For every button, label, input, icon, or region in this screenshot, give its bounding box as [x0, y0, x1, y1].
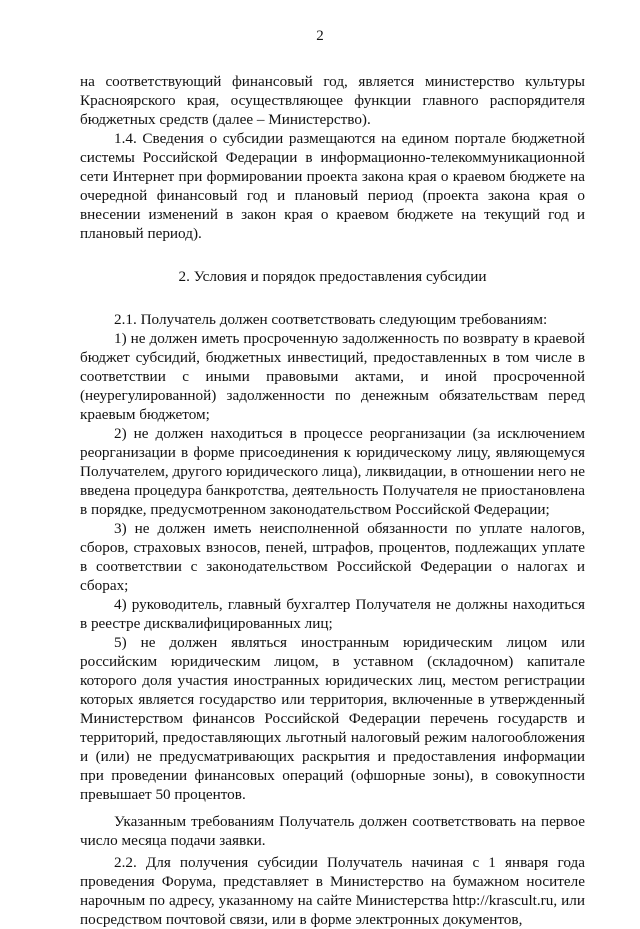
requirement-item-3: 3) не должен иметь неисполненной обязанности по уплате налогов, сборов, страховых взносов, пеней, штрафов, процентов, подлежащих уплате в соответствии с законодательством Российской Федерации о налогах и сборах;	[80, 520, 585, 594]
page-number: 2	[316, 28, 324, 44]
paragraph-2-1: 2.1. Получатель должен соответствовать следующим требованиям:	[114, 311, 548, 328]
requirement-item-1: 1) не должен иметь просроченную задолженность по возврату в краевой бюджет субсидий, бюджетных инвестиций, предоставленных в том числе в соответствии с иными правовыми актами, и иной просроченной (неурегулированной) задолженности по денежным обязательствам перед краевым бюджетом;	[80, 330, 585, 423]
paragraph-2-2: 2.2. Для получения субсидии Получатель начиная с 1 января года проведения Форума, представляет в Министерство на бумажном носителе нарочным по адресу, указанному на сайте Министерства http://krascult.ru, или посредством почтовой связи, или в форме электронных документов,	[80, 854, 585, 928]
requirement-item-2: 2) не должен находиться в процессе реорганизации (за исключением реорганизации в форме присоединения к юридическому лицу, являющемуся Получателем, другого юридического лица), ликвидации, в отношении него не введена процедура банкротства, деятельность Получателя не приостановлена в порядке, предусмотренном законодательством Российской Федерации;	[80, 425, 585, 518]
document-body	[80, 72, 585, 929]
requirement-item-5: 5) не должен являться иностранным юридическим лицом или российским юридическим лицом, в уставном (складочном) капитале которого доля участия иностранных юридических лиц, местом регистрации которых является государство или территория, включенные в утвержденный Министерством финансов Российской Федерации перечень государств и территорий, предоставляющих льготный налоговый режим налогообложения и (или) не предусматривающих раскрытия и предоставления информации при проведении финансовых операций (офшорные зоны), в совокупности превышает 50 процентов.	[80, 634, 585, 803]
paragraph-requirements-note: Указанным требованиям Получатель должен соответствовать на первое число месяца подачи заявки.	[80, 813, 585, 849]
paragraph-continuation: на соответствующий финансовый год, является министерство культуры Красноярского края, осуществляющее функции главного распорядителя бюджетных средств (далее – Министерство).	[80, 73, 585, 128]
paragraph-1-4: 1.4. Сведения о субсидии размещаются на едином портале бюджетной системы Российской Федерации в информационно-телекоммуникационной сети Интернет при формировании проекта закона края о краевом бюджете на очередной финансовый год и плановый период (проекта закона края о внесении изменений в закон края о краевом бюджете на текущий год и плановый период).	[80, 130, 585, 242]
section-heading: 2. Условия и порядок предоставления субсидии	[178, 268, 487, 285]
requirement-item-4: 4) руководитель, главный бухгалтер Получателя не должны находиться в реестре дисквалифицированных лиц;	[80, 596, 585, 632]
